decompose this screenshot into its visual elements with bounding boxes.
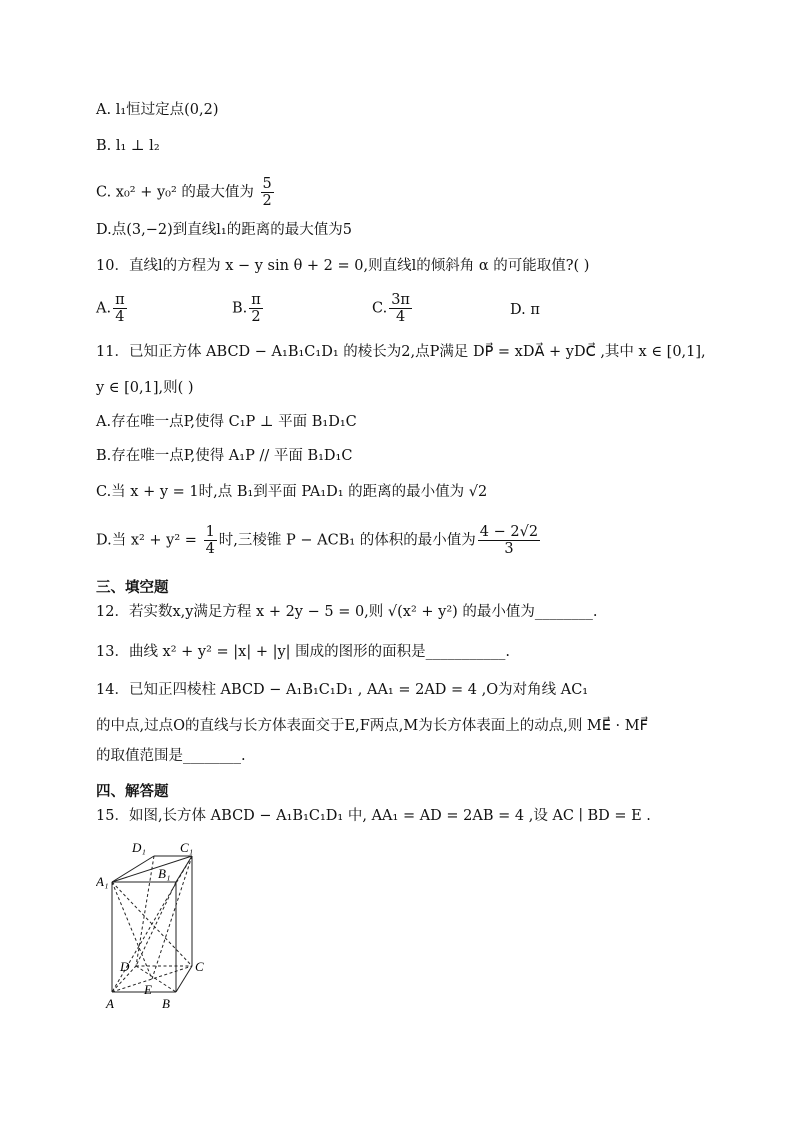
fraction-numerator: 1 (205, 524, 215, 540)
label-c: C (195, 959, 204, 974)
q15-text: 15．如图,长方体 ABCD − A₁B₁C₁D₁ 中, AA₁ = AD = 2AB = 4 ,设 AC ∣ BD = E . (96, 808, 651, 824)
fraction-denominator: 2 (262, 193, 272, 209)
label-d: D (120, 959, 130, 974)
q14-line3: 的取值范围是________. (96, 748, 246, 764)
cuboid-figure (96, 838, 226, 1018)
edge-a1-d1 (112, 856, 154, 882)
q11-d-answer-fraction (478, 524, 540, 557)
q10-option-c (372, 292, 414, 325)
label-b1: B₁ (158, 866, 171, 881)
fraction-denominator: 3 (504, 541, 514, 557)
line-b1-d-hidden (136, 882, 176, 966)
label-c1: C₁ (180, 840, 194, 855)
option-label: A. (96, 300, 112, 317)
fraction-numerator: 4 − 2√2 (479, 524, 539, 540)
q11-stem-line2: y ∈ [0,1],则( ) (96, 380, 194, 396)
fraction-denominator: 2 (251, 309, 261, 325)
q14-line2: 的中点,过点O的直线与长方体表面交于E,F两点,M为长方体表面上的动点,则 ME⃗ · MF⃗ (96, 718, 648, 734)
q11-d-prefix: D.当 x² + y² = (96, 532, 202, 549)
diag-d-b-hidden (136, 966, 176, 992)
q9-option-c-text: C. x₀² + y₀² 的最大值为 (96, 184, 259, 201)
q10-option-a (96, 292, 129, 325)
edge-b-c (176, 966, 192, 992)
label-e: E (144, 982, 152, 997)
q11-stem-line1: 11．已知正方体 ABCD − A₁B₁C₁D₁ 的棱长为2,点P满足 DP⃗ = xDA⃗ + yDC⃗ ,其中 x ∈ [0,1], (96, 344, 706, 360)
fraction-denominator: 4 (205, 541, 215, 557)
label-a: A (106, 996, 114, 1011)
line-a1-e-hidden (112, 882, 152, 979)
fraction-numerator: π (251, 292, 261, 308)
fraction-numerator: 3π (391, 292, 410, 308)
q9-option-c (96, 176, 276, 209)
section-fill-in-heading: 三、填空题 (96, 580, 169, 596)
q9-option-b: B. l₁ ⊥ l₂ (96, 138, 160, 154)
q14-line1: 14．已知正四棱柱 ABCD − A₁B₁C₁D₁ , AA₁ = 2AD = 4 ,O为对角线 AC₁ (96, 682, 589, 698)
q12-text: 12．若实数x,y满足方程 x + 2y − 5 = 0,则 √(x² + y²) 的最小值为________. (96, 604, 598, 620)
q11-option-a: A.存在唯一点P,使得 C₁P ⊥ 平面 B₁D₁C (96, 414, 357, 430)
edge-d1-d-hidden (136, 856, 154, 966)
q11-option-d (96, 524, 542, 557)
fraction-denominator: 4 (395, 309, 406, 325)
q9-option-d: D.点(3,−2)到直线l₁的距离的最大值为5 (96, 222, 352, 238)
label-d1: D₁ (132, 840, 146, 855)
q10-option-d: D. π (510, 302, 540, 318)
section-solve-heading: 四、解答题 (96, 784, 169, 800)
q11-d-middle: 时,三棱锥 P − ACB₁ 的体积的最小值为 (218, 532, 476, 549)
label-a1: A₁ (96, 874, 109, 889)
q11-option-c: C.当 x + y = 1时,点 B₁到平面 PA₁D₁ 的距离的最小值为 √2 (96, 484, 488, 500)
fraction-numerator: π (115, 292, 125, 308)
q9-option-a: A. l₁恒过定点(0,2) (96, 102, 219, 118)
option-label: C. (372, 300, 388, 317)
q10-stem: 10．直线l的方程为 x − y sin θ + 2 = 0,则直线l的倾斜角 α 的可能取值?( ) (96, 258, 590, 274)
label-b: B (162, 996, 170, 1011)
option-fraction (113, 292, 127, 325)
q10-option-b (232, 292, 265, 325)
fraction-denominator: 4 (115, 309, 125, 325)
q11-d-fraction (204, 524, 217, 557)
q11-option-b: B.存在唯一点P,使得 A₁P // 平面 B₁D₁C (96, 448, 353, 464)
fraction-numerator: 5 (262, 176, 272, 192)
option-fraction (249, 292, 263, 325)
q13-text: 13．曲线 x² + y² = |x| + |y| 围成的图形的面积是___________. (96, 644, 511, 660)
q9-option-c-fraction (261, 176, 274, 209)
option-label: B. (232, 300, 248, 317)
option-fraction (389, 292, 412, 325)
